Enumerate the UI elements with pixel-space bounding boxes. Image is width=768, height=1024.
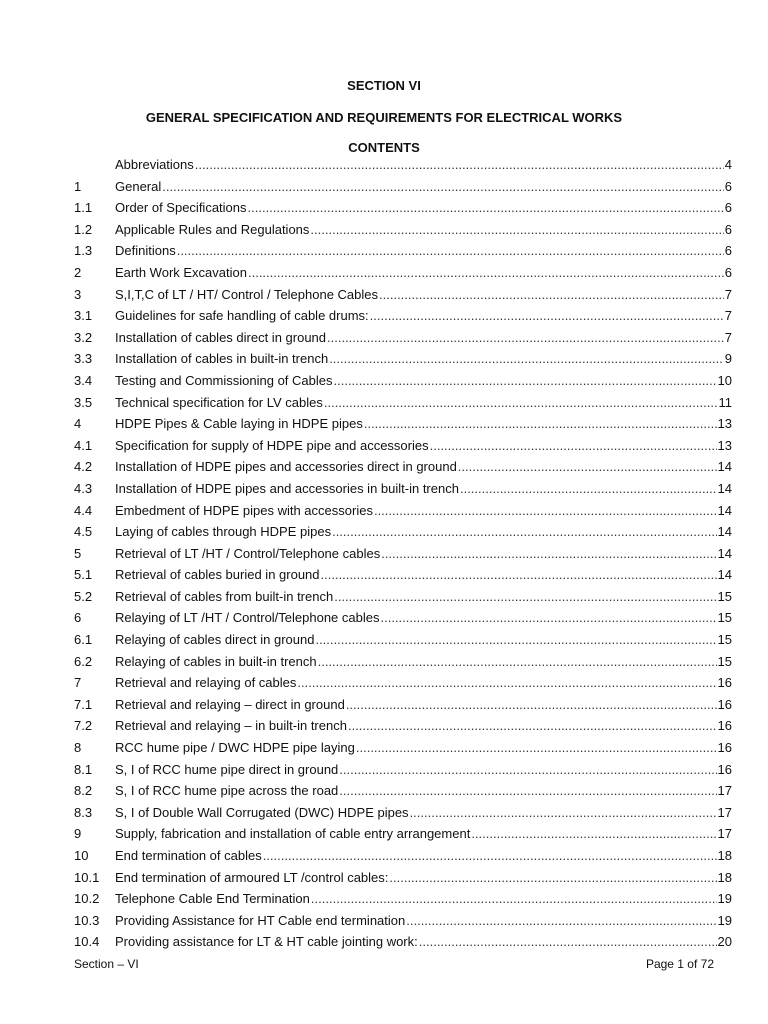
toc-entry-number: 6.2 [74,653,93,669]
toc-entry-number: 5.2 [74,588,93,604]
toc-dot-leader [332,521,716,543]
toc-entry-title: Retrieval and relaying – in built-in trench [115,718,347,734]
toc-dot-leader [370,305,724,327]
toc-dot-leader [374,500,717,522]
toc-dot-leader [195,154,724,176]
toc-entry[interactable] [74,694,732,716]
toc-entry[interactable] [74,435,732,457]
toc-dot-leader [430,435,717,457]
toc-entry-number: 3 [74,286,82,302]
toc-dot-leader [381,543,716,565]
footer-page-number: Page 1 of 72 [645,957,714,971]
toc-entry-number: 7.2 [74,718,93,734]
toc-dot-leader [419,931,717,953]
toc-entry-page: 18 [717,869,732,885]
toc-entry-title: Retrieval of cables buried in ground [115,567,320,583]
toc-dot-leader [263,845,717,867]
toc-entry-title: Providing Assistance for HT Cable end termination [115,912,406,928]
toc-entry-number: 9 [74,826,82,842]
toc-entry-page: 17 [717,804,732,820]
toc-dot-leader [315,629,716,651]
toc-entry[interactable] [74,348,732,370]
toc-entry-number: 3.3 [74,351,93,367]
toc-dot-leader [248,262,724,284]
toc-entry-title: Retrieval and relaying – direct in ground [115,696,345,712]
toc-entry[interactable] [74,327,732,349]
toc-dot-leader [379,284,724,306]
toc-dot-leader [327,327,724,349]
toc-dot-leader [339,759,716,781]
toc-entry-number: 4.1 [74,437,93,453]
toc-entry-number: 10.1 [74,869,100,885]
toc-entry-page: 6 [724,264,732,280]
toc-entry-title: General [115,178,162,194]
toc-dot-leader [334,370,717,392]
toc-entry-page: 15 [717,632,732,648]
toc-entry-title: HDPE Pipes & Cable laying in HDPE pipes [115,416,363,432]
toc-entry-number: 3.1 [74,308,93,324]
toc-entry-title: S, I of RCC hume pipe direct in ground [115,761,339,777]
toc-entry-number: 6 [74,610,82,626]
toc-entry-page: 4 [724,157,732,172]
toc-entry-number: 2 [74,264,82,280]
toc-entry[interactable] [74,931,732,953]
toc-entry[interactable] [74,759,732,781]
toc-entry-page: 15 [717,610,732,626]
toc-entry-page: 14 [717,480,732,496]
toc-entry[interactable] [74,888,732,910]
toc-dot-leader [380,607,716,629]
toc-entry-title: Laying of cables through HDPE pipes [115,524,332,540]
toc-entry-title: RCC hume pipe / DWC HDPE pipe laying [115,740,355,756]
toc-entry-number: 1.3 [74,243,93,259]
toc-entry-number: 10.3 [74,912,100,928]
toc-dot-leader [339,780,716,802]
toc-entry-page: 14 [717,524,732,540]
toc-entry-page: 7 [724,329,732,345]
toc-entry[interactable] [74,478,732,500]
toc-entry-title: Guidelines for safe handling of cable drums: [115,308,369,324]
toc-entry-title: S,I,T,C of LT / HT/ Control / Telephone Cables [115,286,379,302]
toc-dot-leader [329,348,724,370]
toc-entry-title: Relaying of cables direct in ground [115,632,315,648]
toc-dot-leader [346,694,717,716]
toc-entry-title: End termination of cables [115,848,262,863]
toc-entry[interactable] [74,219,732,241]
toc-entry-number: 3.4 [74,372,93,388]
toc-entry-number: 1.2 [74,221,93,237]
toc-entry[interactable] [74,262,732,284]
section-heading: SECTION VI [347,78,421,93]
toc-entry[interactable] [74,284,732,306]
toc-entry-number: 4.3 [74,480,93,496]
toc-entry-title: Telephone Cable End Termination [115,891,310,907]
toc-entry-number: 6.1 [74,632,93,648]
toc-entry[interactable] [74,607,732,629]
toc-entry-title: Order of Specifications [115,200,247,216]
toc-dot-leader [471,823,716,845]
toc-entry[interactable] [74,456,732,478]
toc-dot-leader [318,651,717,673]
toc-entry-number: 5 [74,545,82,561]
toc-entry[interactable] [74,737,732,759]
toc-entry[interactable] [74,910,732,932]
toc-entry-page: 16 [717,740,732,756]
toc-entry-number: 4.2 [74,459,93,475]
toc-entry-title: Embedment of HDPE pipes with accessories [115,502,373,518]
toc-entry-number: 8 [74,740,82,756]
toc-entry[interactable] [74,629,732,651]
toc-entry-title: Applicable Rules and Regulations [115,221,310,237]
toc-entry-page: 16 [717,718,732,734]
toc-entry-number: 1.1 [74,200,93,216]
toc-entry-title: Installation of HDPE pipes and accessories in built-in trench [115,480,459,496]
toc-dot-leader [410,802,717,824]
toc-entry-title: Technical specification for LV cables [115,394,323,410]
toc-entry[interactable] [74,176,732,198]
toc-entry-number: 3.5 [74,394,93,410]
toc-entry-title: Earth Work Excavation [115,264,247,280]
toc-entry-page: 9 [724,351,732,367]
toc-entry-page: 16 [717,696,732,712]
toc-entry-number: 3.2 [74,329,93,345]
toc-entry[interactable] [74,651,732,673]
toc-entry-title: Abbreviations [115,157,194,172]
toc-entry-title: Installation of cables in built-in trench [115,351,329,367]
toc-dot-leader [460,478,717,500]
toc-entry-page: 14 [717,502,732,518]
toc-entry[interactable] [74,867,732,889]
toc-entry-title: Definitions [115,243,176,259]
toc-entry[interactable] [74,154,732,176]
toc-entry-page: 14 [717,567,732,583]
toc-entry-page: 16 [717,675,732,691]
toc-entry-title: S, I of RCC hume pipe across the road [115,783,339,799]
toc-dot-leader [162,176,724,198]
toc-entry-number: 7 [74,675,82,691]
toc-entry-title: Testing and Commissioning of Cables [115,372,333,388]
toc-dot-leader [389,867,716,889]
toc-entry-title: Relaying of LT /HT / Control/Telephone cables [115,610,380,626]
toc-entry-number: 8.2 [74,783,93,799]
toc-entry-title: Specification for supply of HDPE pipe and accessories [115,437,429,453]
toc-dot-leader [406,910,716,932]
toc-entry-page: 20 [717,934,732,950]
toc-entry-title: Installation of HDPE pipes and accessories direct in ground [115,459,457,475]
toc-dot-leader [348,715,717,737]
toc-dot-leader [321,564,717,586]
toc-entry-number: 4.4 [74,502,93,518]
toc-entry-page: 6 [724,243,732,259]
toc-entry[interactable] [74,305,732,327]
toc-entry-number: 8.1 [74,761,93,777]
toc-entry-title: Supply, fabrication and installation of cable entry arrangement [115,826,471,842]
toc-entry-title: Retrieval and relaying of cables [115,675,297,691]
toc-entry[interactable] [74,413,732,435]
toc-dot-leader [334,586,716,608]
toc-entry-page: 6 [724,200,732,216]
toc-entry-page: 10 [717,372,732,388]
toc-entry-number: 4 [74,416,82,432]
toc-entry[interactable] [74,586,732,608]
toc-dot-leader [310,219,723,241]
toc-entry-number: 7.1 [74,696,93,712]
footer-section-label: Section – VI [74,957,139,971]
toc-dot-leader [324,392,718,414]
toc-entry-page: 13 [717,437,732,453]
toc-entry-page: 7 [724,286,732,302]
toc-entry[interactable] [74,823,732,845]
toc-entry[interactable] [74,715,732,737]
toc-entry-title: S, I of Double Wall Corrugated (DWC) HDPE pipes [115,804,409,820]
toc-dot-leader [297,672,716,694]
toc-entry-title: Retrieval of cables from built-in trench [115,588,334,604]
toc-entry-page: 19 [717,891,732,907]
toc-entry[interactable] [74,521,732,543]
toc-entry-page: 18 [717,848,732,863]
toc-entry[interactable] [74,392,732,414]
toc-entry-title: Retrieval of LT /HT / Control/Telephone cables [115,545,381,561]
toc-entry-title: Installation of cables direct in ground [115,329,327,345]
toc-entry-number: 5.1 [74,567,93,583]
toc-entry-number: 10.2 [74,891,100,907]
toc-entry[interactable] [74,845,732,867]
toc-entry-number: 4.5 [74,524,93,540]
toc-entry-page: 7 [724,308,732,324]
toc-entry[interactable] [74,780,732,802]
toc-dot-leader [311,888,717,910]
toc-entry-number: 8.3 [74,804,93,820]
toc-entry-page: 6 [724,178,732,194]
toc-entry-title: Relaying of cables in built-in trench [115,653,317,669]
toc-entry-page: 11 [718,394,732,410]
toc-entry-page: 6 [724,221,732,237]
toc-entry-title: End termination of armoured LT /control cables: [115,869,389,885]
toc-entry[interactable] [74,500,732,522]
toc-dot-leader [458,456,717,478]
table-of-contents [74,154,732,953]
toc-entry-page: 13 [717,416,732,432]
toc-entry[interactable] [74,672,732,694]
toc-entry-title: Providing assistance for LT & HT cable jointing work: [115,934,418,950]
toc-entry-page: 17 [717,783,732,799]
toc-entry-page: 14 [717,459,732,475]
toc-entry-page: 15 [717,588,732,604]
contents-heading: CONTENTS [348,140,420,155]
toc-entry[interactable] [74,564,732,586]
toc-entry-page: 17 [717,826,732,842]
toc-dot-leader [177,240,724,262]
document-title: GENERAL SPECIFICATION AND REQUIREMENTS FOR ELECTRICAL WORKS [145,110,623,125]
toc-entry-number: 10.4 [74,934,100,950]
toc-entry-page: 14 [717,545,732,561]
toc-entry-number: 10 [74,848,89,863]
toc-entry[interactable] [74,197,732,219]
toc-dot-leader [248,197,724,219]
toc-entry[interactable] [74,543,732,565]
toc-entry-page: 15 [717,653,732,669]
toc-entry[interactable] [74,240,732,262]
toc-entry-number: 1 [74,178,82,194]
toc-entry-page: 19 [717,912,732,928]
toc-entry[interactable] [74,802,732,824]
toc-entry[interactable] [74,370,732,392]
toc-dot-leader [364,413,717,435]
toc-entry-page: 16 [717,761,732,777]
toc-dot-leader [356,737,717,759]
